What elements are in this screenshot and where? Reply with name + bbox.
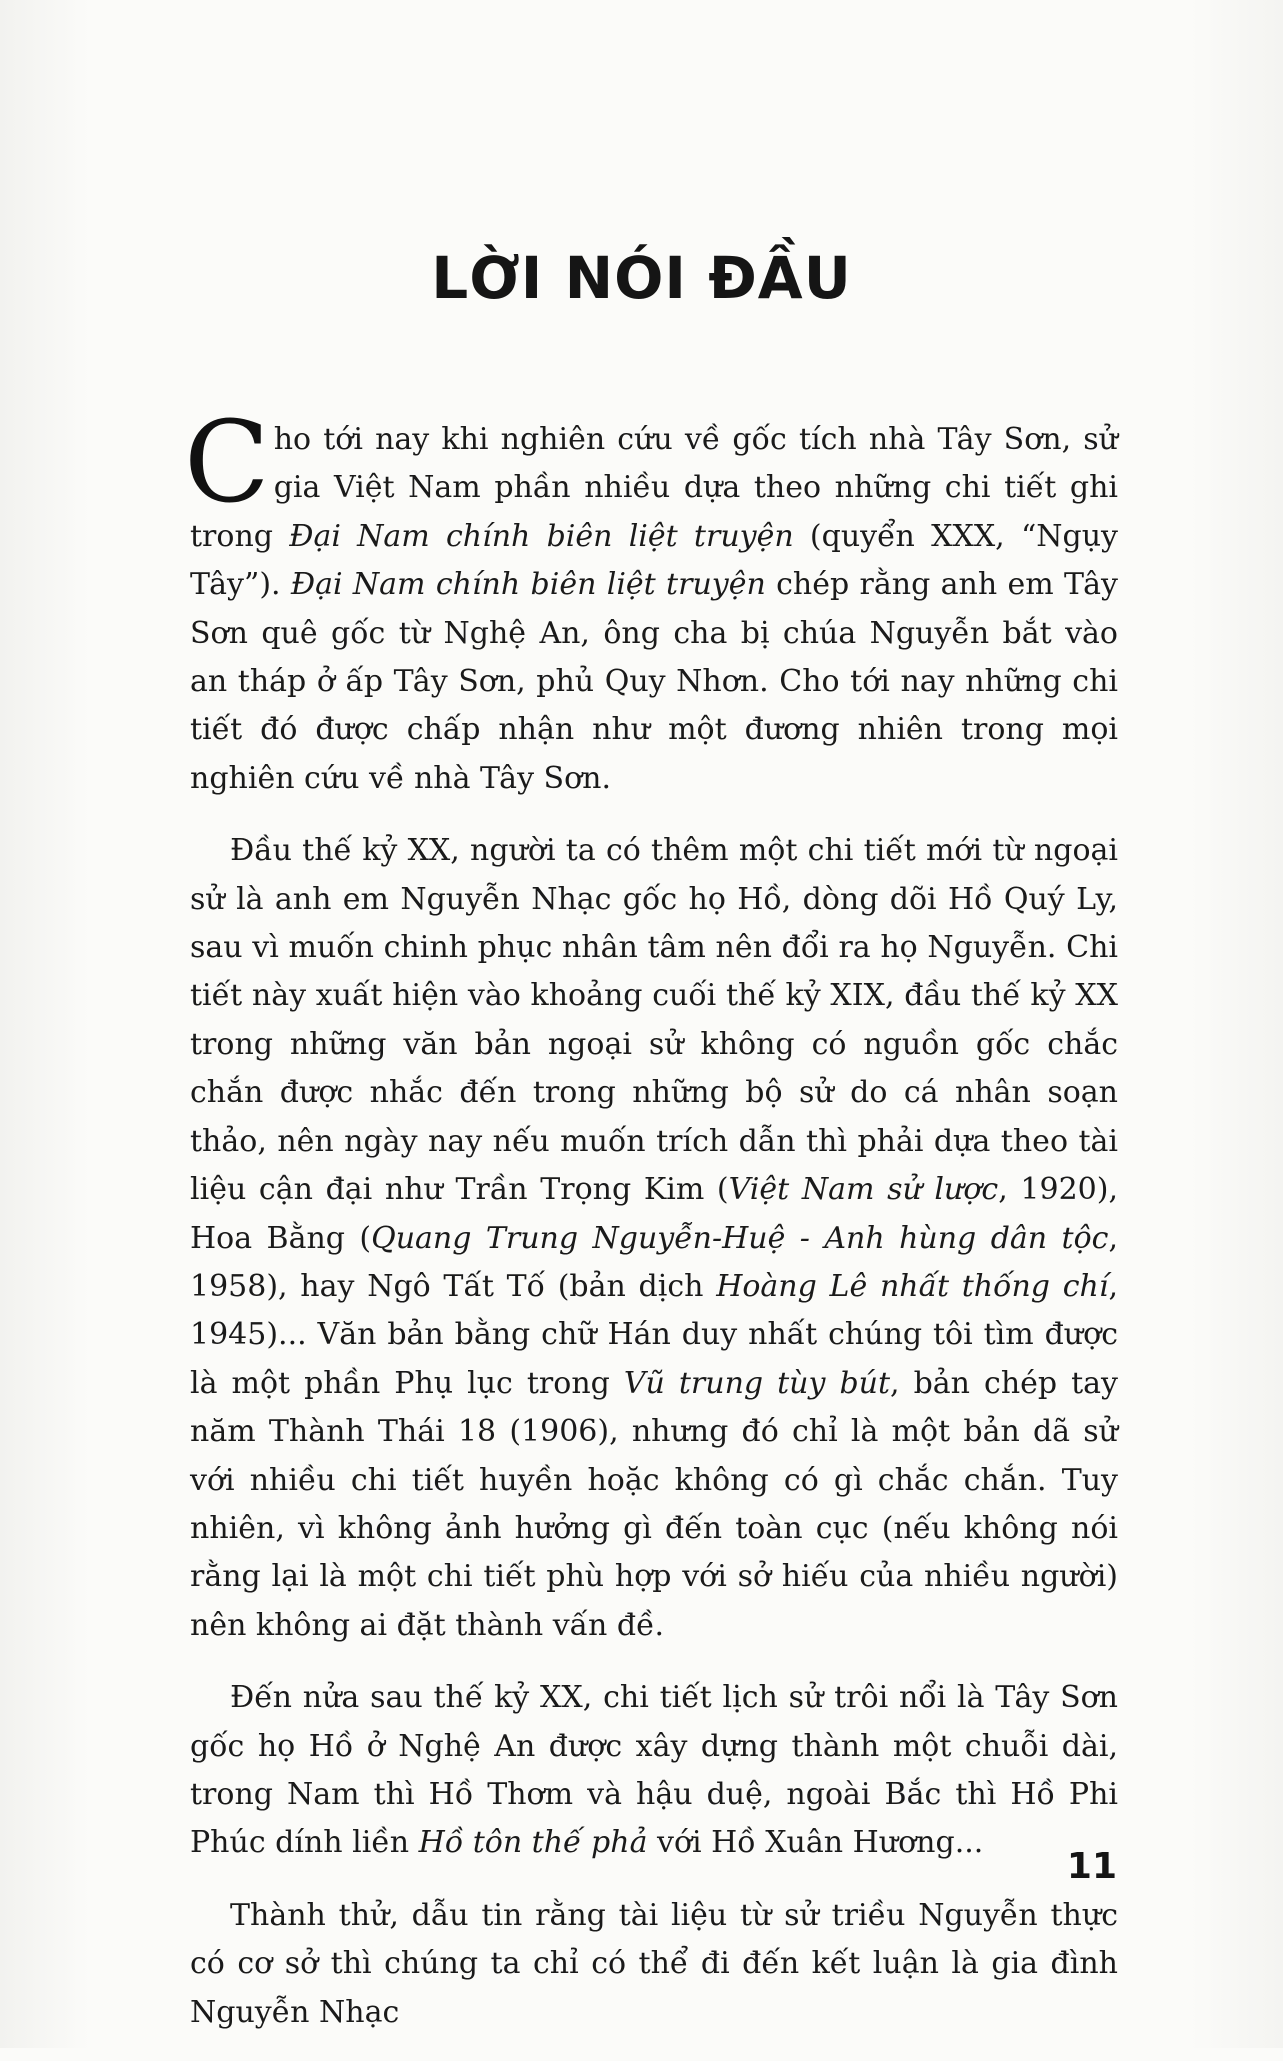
text-run: với Hồ Xuân Hương... (647, 1825, 984, 1861)
italic-title: Hồ tôn thế phả (418, 1825, 648, 1861)
italic-title: Quang Trung Nguyễn-Huệ - Anh hùng dân tộc (371, 1220, 1109, 1256)
italic-title: Vũ trung tùy bút (623, 1365, 891, 1401)
italic-title: Đại Nam chính biên liệt truyện (290, 567, 766, 603)
text-run: Thành thử, dẫu tin rằng tài liệu từ sử triều Nguyễn thực có cơ sở thì chúng ta chỉ có thể đi đến kết luận là gia đình Nguyễn Nhạc (190, 1897, 1118, 2030)
text-run: Đến nửa sau thế kỷ XX, chi tiết lịch sử trôi nổi là Tây Sơn gốc họ Hồ ở Nghệ An được xây dựng thành một chuỗi dài, trong Nam thì Hồ Thơm và hậu duệ, ngoài Bắc thì Hồ Phi Phúc dính liền (190, 1680, 1118, 1861)
italic-title: Việt Nam sử lược (728, 1172, 999, 1208)
text-run: , 1920), Hoa Bằng ( (190, 1172, 1118, 1256)
paragraph-3 (190, 1674, 1118, 1868)
text-run: (quyển XXX, “Ngụy Tây”). (190, 518, 1119, 603)
paragraph-2 (190, 827, 1118, 1650)
text-run: , 1945)... Văn bản bằng chữ Hán duy nhất chúng tôi tìm được là một phần Phụ lục trong (190, 1268, 1118, 1401)
body-text (184, 398, 1119, 2061)
text-run: chép rằng anh em Tây Sơn quê gốc từ Nghệ An, ông cha bị chúa Nguyễn bắt vào an tháp ở ấp Tây Sơn, phủ Quy Nhơn. Cho tới nay những chi tiết đó được chấp nhận như một đương nhiên trong mọi nghiên cứu về nhà Tây Sơn. (190, 567, 1118, 796)
text-run: , bản chép tay năm Thành Thái 18 (1906), nhưng đó chỉ là một bản dã sử với nhiều chi tiết huyền hoặc không có gì chắc chắn. Tuy nhiên, vì không ảnh hưởng gì đến toàn cục (nếu không nói rằng lại là một chi tiết phù hợp với sở hiếu của nhiều người) nên không ai đặt thành vấn đề. (190, 1365, 1118, 1643)
paragraph-4 (190, 1892, 1118, 2037)
drop-cap: C (184, 398, 270, 528)
italic-title: Hoàng Lê nhất thống chí (716, 1268, 1109, 1304)
chapter-heading: LỜI NÓI ĐẦU (431, 244, 852, 312)
text-run: , 1958), hay Ngô Tất Tố (bản dịch (190, 1220, 1118, 1304)
page-number: 11 (1066, 1846, 1117, 1887)
paragraph-1 (184, 398, 1119, 803)
text-run: ho tới nay khi nghiên cứu về gốc tích nhà Tây Sơn, sử gia Việt Nam phần nhiều dựa theo những chi tiết ghi trong (190, 422, 1118, 554)
text-run: Đầu thế kỷ XX, người ta có thêm một chi tiết mới từ ngoại sử là anh em Nguyễn Nhạc gốc họ Hồ, dòng dõi Hồ Quý Ly, sau vì muốn chinh phục nhân tâm nên đổi ra họ Nguyễn. Chi tiết này xuất hiện vào khoảng cuối thế kỷ XIX, đầu thế kỷ XX trong những văn bản ngoại sử không có nguồn gốc chắc chắn được nhắc đến trong những bộ sử do cá nhân soạn thảo, nên ngày nay nếu muốn trích dẫn thì phải dựa theo tài liệu cận đại như Trần Trọng Kim ( (190, 833, 1118, 1208)
italic-title: Đại Nam chính biên liệt truyện (289, 518, 794, 554)
